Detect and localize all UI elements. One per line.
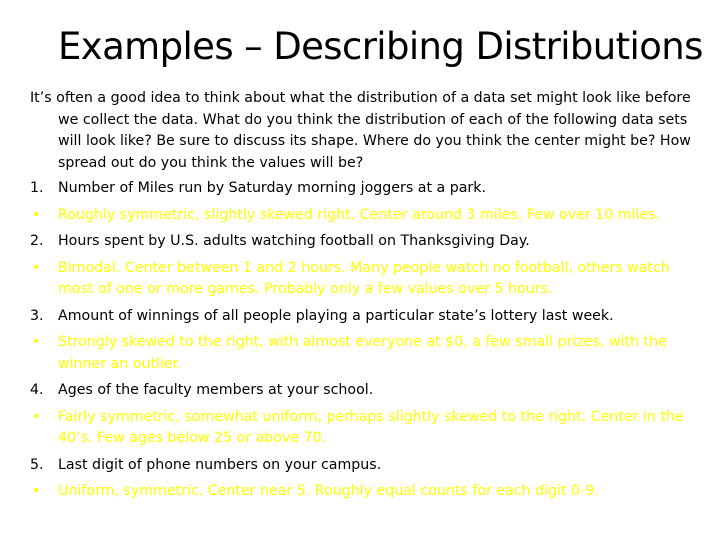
bullet-icon: • [32, 334, 41, 350]
answer-text: Bimodal. Center between 1 and 2 hours. Many people watch no football, others watch most of one or more games. Probably only a few values over 5 hours. [58, 259, 670, 297]
question-item-3 [30, 306, 706, 328]
list-number: 3. [30, 307, 44, 324]
question-text: Hours spent by U.S. adults watching football on Thanksgiving Day. [58, 233, 530, 249]
list-number: 2. [30, 233, 44, 249]
question-item-2 [30, 231, 706, 253]
bullet-icon: • [32, 483, 41, 499]
answer-text: Fairly symmetric, somewhat uniform, perhaps slightly skewed to the right. Center in the 40’s. Few ages below 25 or above 70. [58, 408, 684, 446]
bullet-icon: • [32, 408, 41, 425]
bullet-icon: • [32, 259, 41, 276]
question-text: Last digit of phone numbers on your campus. [58, 456, 382, 473]
answer-item-2 [30, 258, 706, 301]
slide-title: Examples – Describing Distributions [58, 25, 703, 68]
answer-item-5 [30, 481, 706, 503]
question-text: Amount of winnings of all people playing a particular state’s lottery last week. [58, 307, 614, 324]
answer-item-1 [30, 205, 706, 227]
bullet-icon: • [32, 206, 41, 223]
question-item-4 [30, 380, 706, 402]
list-number: 1. [30, 180, 44, 196]
list-number: 5. [30, 456, 44, 473]
slide-content [30, 88, 706, 508]
answer-text: Uniform, symmetric. Center near 5. Roughly equal counts for each digit 0-9. [58, 483, 599, 499]
question-item-5 [30, 455, 706, 477]
answer-item-3 [30, 332, 706, 375]
question-text: Ages of the faculty members at your school. [58, 382, 374, 398]
list-number: 4. [30, 382, 44, 398]
answer-text: Roughly symmetric, slightly skewed right. Center around 3 miles. Few over 10 miles. [58, 206, 661, 223]
answer-item-4 [30, 407, 706, 450]
question-text: Number of Miles run by Saturday morning joggers at a park. [58, 180, 486, 196]
question-item-1 [30, 178, 706, 200]
answer-text: Strongly skewed to the right, with almost everyone at $0, a few small prizes, with the winner an outlier. [58, 334, 667, 372]
intro-paragraph: It’s often a good idea to think about what the distribution of a data set might look like before we collect the data. What do you think the distribution of each of the following data sets will look like? Be sure to discuss its shape. Where do you think the center might be? How spread out do you think the values will be? [30, 90, 691, 171]
